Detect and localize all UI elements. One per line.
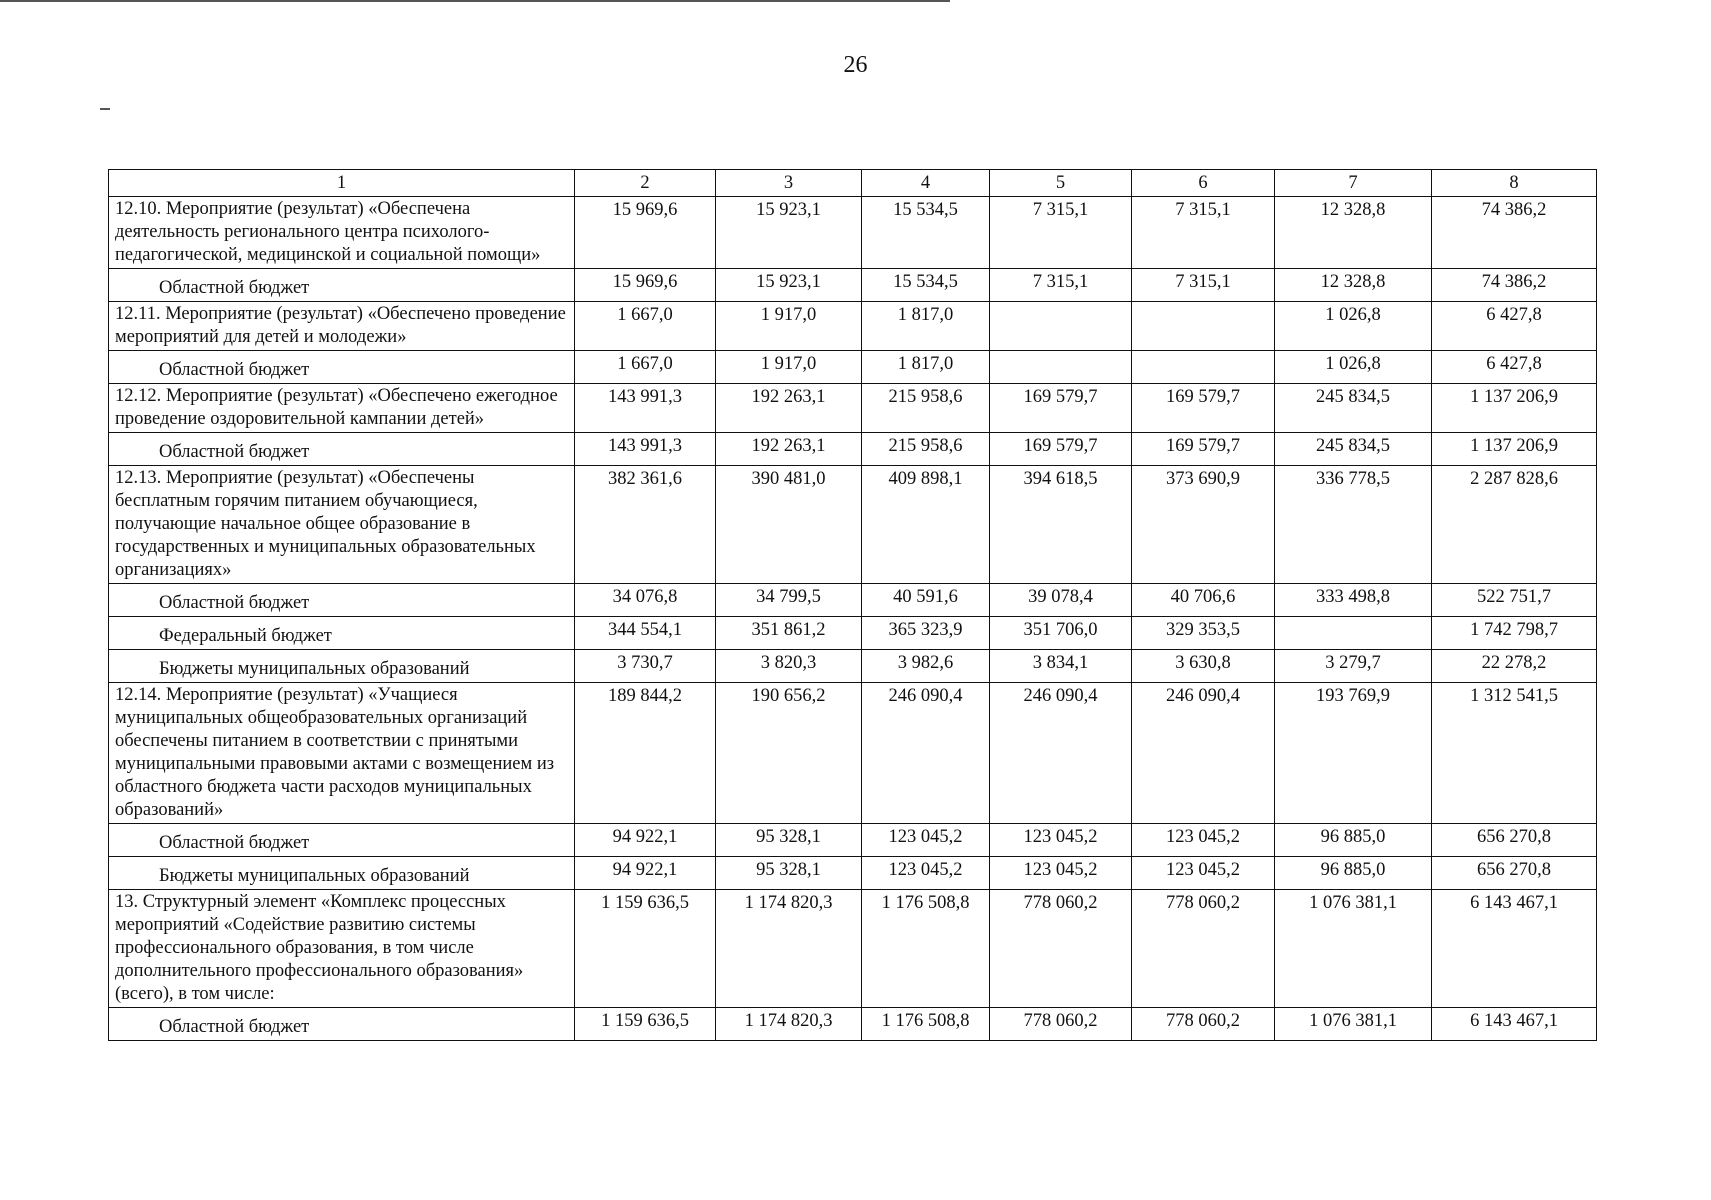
table-cell-value: 329 353,5 xyxy=(1132,617,1275,650)
table-cell-value: 193 769,9 xyxy=(1275,683,1432,824)
table-cell-value: 96 885,0 xyxy=(1275,824,1432,857)
table-header xyxy=(109,170,1597,197)
table-cell-value: 656 270,8 xyxy=(1432,857,1597,890)
table-cell-value: 1 817,0 xyxy=(862,351,990,384)
table-cell-value: 15 534,5 xyxy=(862,197,990,269)
table-cell-value: 1 176 508,8 xyxy=(862,1008,990,1041)
table-cell-value: 246 090,4 xyxy=(990,683,1132,824)
table-cell-value: 344 554,1 xyxy=(575,617,716,650)
table-row-budget-source xyxy=(109,1008,1597,1041)
item-label: 12.11. Мероприятие (результат) «Обеспечено проведение мероприятий для детей и молодежи» xyxy=(109,302,575,351)
table-cell-value: 95 328,1 xyxy=(716,857,862,890)
table-cell-value: 143 991,3 xyxy=(575,384,716,433)
table-cell-value: 189 844,2 xyxy=(575,683,716,824)
table-cell-value xyxy=(990,351,1132,384)
table-cell-value: 351 861,2 xyxy=(716,617,862,650)
table-cell-value: 96 885,0 xyxy=(1275,857,1432,890)
table-cell-value: 7 315,1 xyxy=(1132,197,1275,269)
table-cell-value: 1 137 206,9 xyxy=(1432,384,1597,433)
table-cell-value: 123 045,2 xyxy=(862,824,990,857)
budget-source-label: Областной бюджет xyxy=(109,1008,575,1041)
table-cell-value: 74 386,2 xyxy=(1432,269,1597,302)
table-cell-value: 3 820,3 xyxy=(716,650,862,683)
table-cell-value: 22 278,2 xyxy=(1432,650,1597,683)
table-cell-value: 6 143 467,1 xyxy=(1432,890,1597,1008)
budget-source-label: Бюджеты муниципальных образований xyxy=(109,857,575,890)
table-cell-value: 123 045,2 xyxy=(990,824,1132,857)
table-cell-value: 15 969,6 xyxy=(575,197,716,269)
table-cell-value: 169 579,7 xyxy=(990,384,1132,433)
table-cell-value: 74 386,2 xyxy=(1432,197,1597,269)
table-cell-value: 394 618,5 xyxy=(990,466,1132,584)
budget-source-label: Областной бюджет xyxy=(109,433,575,466)
table-cell-value: 95 328,1 xyxy=(716,824,862,857)
table-cell-value: 778 060,2 xyxy=(1132,890,1275,1008)
table-cell-value: 409 898,1 xyxy=(862,466,990,584)
table-cell-value: 123 045,2 xyxy=(862,857,990,890)
table-row-budget-source xyxy=(109,269,1597,302)
table-cell-value: 169 579,7 xyxy=(990,433,1132,466)
table-cell-value: 15 923,1 xyxy=(716,197,862,269)
table-cell-value: 1 667,0 xyxy=(575,302,716,351)
table-cell-value: 169 579,7 xyxy=(1132,384,1275,433)
table-body xyxy=(109,197,1597,1041)
table-cell-value: 778 060,2 xyxy=(990,890,1132,1008)
table-cell-value: 192 263,1 xyxy=(716,384,862,433)
table-cell-value: 1 159 636,5 xyxy=(575,1008,716,1041)
table-cell-value: 15 969,6 xyxy=(575,269,716,302)
table-cell-value: 123 045,2 xyxy=(1132,857,1275,890)
table-cell-value: 7 315,1 xyxy=(990,269,1132,302)
table-cell-value: 1 742 798,7 xyxy=(1432,617,1597,650)
table-row-budget-source xyxy=(109,857,1597,890)
table-cell-value: 336 778,5 xyxy=(1275,466,1432,584)
table-cell-value: 192 263,1 xyxy=(716,433,862,466)
table-cell-value: 40 591,6 xyxy=(862,584,990,617)
table-cell-value: 3 279,7 xyxy=(1275,650,1432,683)
table-cell-value: 34 799,5 xyxy=(716,584,862,617)
scan-mark-top xyxy=(0,0,950,2)
table-cell-value: 778 060,2 xyxy=(990,1008,1132,1041)
column-header: 5 xyxy=(990,170,1132,197)
table-cell-value xyxy=(1132,351,1275,384)
table-cell-value: 3 982,6 xyxy=(862,650,990,683)
table-cell-value: 143 991,3 xyxy=(575,433,716,466)
table-row-budget-source xyxy=(109,824,1597,857)
table-cell-value: 1 026,8 xyxy=(1275,302,1432,351)
item-label: 13. Структурный элемент «Комплекс процессных мероприятий «Содействие развитию системы профессионального образования, в том числе дополнительного профессионального образования» (всего), в том числе: xyxy=(109,890,575,1008)
table-row-item xyxy=(109,302,1597,351)
table-cell-value: 6 427,8 xyxy=(1432,302,1597,351)
table-cell-value: 40 706,6 xyxy=(1132,584,1275,617)
table-row-budget-source xyxy=(109,433,1597,466)
table-cell-value: 15 923,1 xyxy=(716,269,862,302)
column-header: 1 xyxy=(109,170,575,197)
table-cell-value: 1 917,0 xyxy=(716,302,862,351)
table-cell-value: 1 026,8 xyxy=(1275,351,1432,384)
item-label: 12.12. Мероприятие (результат) «Обеспечено ежегодное проведение оздоровительной кампании детей» xyxy=(109,384,575,433)
table-cell-value: 382 361,6 xyxy=(575,466,716,584)
table-cell-value: 656 270,8 xyxy=(1432,824,1597,857)
column-header: 4 xyxy=(862,170,990,197)
table-row-item xyxy=(109,683,1597,824)
table-cell-value: 1 176 508,8 xyxy=(862,890,990,1008)
table-cell-value: 39 078,4 xyxy=(990,584,1132,617)
table-cell-value: 1 917,0 xyxy=(716,351,862,384)
table-row-item xyxy=(109,384,1597,433)
budget-source-label: Областной бюджет xyxy=(109,351,575,384)
table-cell-value: 333 498,8 xyxy=(1275,584,1432,617)
table-row-budget-source xyxy=(109,351,1597,384)
column-header: 8 xyxy=(1432,170,1597,197)
budget-source-label: Областной бюджет xyxy=(109,584,575,617)
table-cell-value: 215 958,6 xyxy=(862,384,990,433)
table-cell-value: 373 690,9 xyxy=(1132,466,1275,584)
budget-source-label: Бюджеты муниципальных образований xyxy=(109,650,575,683)
budget-source-label: Областной бюджет xyxy=(109,269,575,302)
table-cell-value: 3 630,8 xyxy=(1132,650,1275,683)
table-cell-value: 1 159 636,5 xyxy=(575,890,716,1008)
table-cell-value: 246 090,4 xyxy=(1132,683,1275,824)
budget-source-label: Федеральный бюджет xyxy=(109,617,575,650)
page-number: 26 xyxy=(843,52,868,78)
table-cell-value: 34 076,8 xyxy=(575,584,716,617)
table-row-budget-source xyxy=(109,650,1597,683)
column-header: 3 xyxy=(716,170,862,197)
table-cell-value: 123 045,2 xyxy=(1132,824,1275,857)
table-row-budget-source xyxy=(109,617,1597,650)
table-row-item xyxy=(109,890,1597,1008)
table-cell-value: 6 143 467,1 xyxy=(1432,1008,1597,1041)
table-cell-value: 1 817,0 xyxy=(862,302,990,351)
table-cell-value: 215 958,6 xyxy=(862,433,990,466)
table-cell-value: 778 060,2 xyxy=(1132,1008,1275,1041)
table-cell-value: 6 427,8 xyxy=(1432,351,1597,384)
table-cell-value: 94 922,1 xyxy=(575,824,716,857)
column-header: 2 xyxy=(575,170,716,197)
column-header: 7 xyxy=(1275,170,1432,197)
item-label: 12.14. Мероприятие (результат) «Учащиеся муниципальных общеобразовательных организаций обеспечены питанием в соответствии с принятыми муниципальными правовыми актами с возмещением из областного бюджета части расходов муниципальных образований» xyxy=(109,683,575,824)
table-cell-value: 390 481,0 xyxy=(716,466,862,584)
table-cell-value: 1 174 820,3 xyxy=(716,890,862,1008)
table-cell-value: 1 137 206,9 xyxy=(1432,433,1597,466)
table-cell-value: 1 312 541,5 xyxy=(1432,683,1597,824)
table-cell-value: 94 922,1 xyxy=(575,857,716,890)
table-cell-value xyxy=(1132,302,1275,351)
budget-table xyxy=(108,169,1597,1041)
header-row xyxy=(109,170,1597,197)
item-label: 12.13. Мероприятие (результат) «Обеспечены бесплатным горячим питанием обучающиеся, получающие начальное общее образование в государственных и муниципальных образовательных организациях» xyxy=(109,466,575,584)
table-cell-value xyxy=(1275,617,1432,650)
table-cell-value: 351 706,0 xyxy=(990,617,1132,650)
table-cell-value: 1 076 381,1 xyxy=(1275,890,1432,1008)
table-cell-value: 7 315,1 xyxy=(990,197,1132,269)
table-cell-value xyxy=(990,302,1132,351)
table-cell-value: 3 834,1 xyxy=(990,650,1132,683)
table-row-budget-source xyxy=(109,584,1597,617)
table-cell-value: 3 730,7 xyxy=(575,650,716,683)
table-cell-value: 1 174 820,3 xyxy=(716,1008,862,1041)
table-cell-value: 123 045,2 xyxy=(990,857,1132,890)
table-row-item xyxy=(109,197,1597,269)
table-cell-value: 246 090,4 xyxy=(862,683,990,824)
table-cell-value: 15 534,5 xyxy=(862,269,990,302)
scan-mark-left xyxy=(100,108,110,110)
budget-source-label: Областной бюджет xyxy=(109,824,575,857)
table-cell-value: 365 323,9 xyxy=(862,617,990,650)
column-header: 6 xyxy=(1132,170,1275,197)
table-cell-value: 1 667,0 xyxy=(575,351,716,384)
table-cell-value: 245 834,5 xyxy=(1275,433,1432,466)
table-cell-value: 12 328,8 xyxy=(1275,197,1432,269)
table-cell-value: 12 328,8 xyxy=(1275,269,1432,302)
table-cell-value: 245 834,5 xyxy=(1275,384,1432,433)
table-cell-value: 169 579,7 xyxy=(1132,433,1275,466)
table-cell-value: 522 751,7 xyxy=(1432,584,1597,617)
table-cell-value: 190 656,2 xyxy=(716,683,862,824)
table-cell-value: 2 287 828,6 xyxy=(1432,466,1597,584)
table-row-item xyxy=(109,466,1597,584)
table-cell-value: 7 315,1 xyxy=(1132,269,1275,302)
item-label: 12.10. Мероприятие (результат) «Обеспечена деятельность регионального центра психолого-педагогической, медицинской и социальной помощи» xyxy=(109,197,575,269)
table-cell-value: 1 076 381,1 xyxy=(1275,1008,1432,1041)
